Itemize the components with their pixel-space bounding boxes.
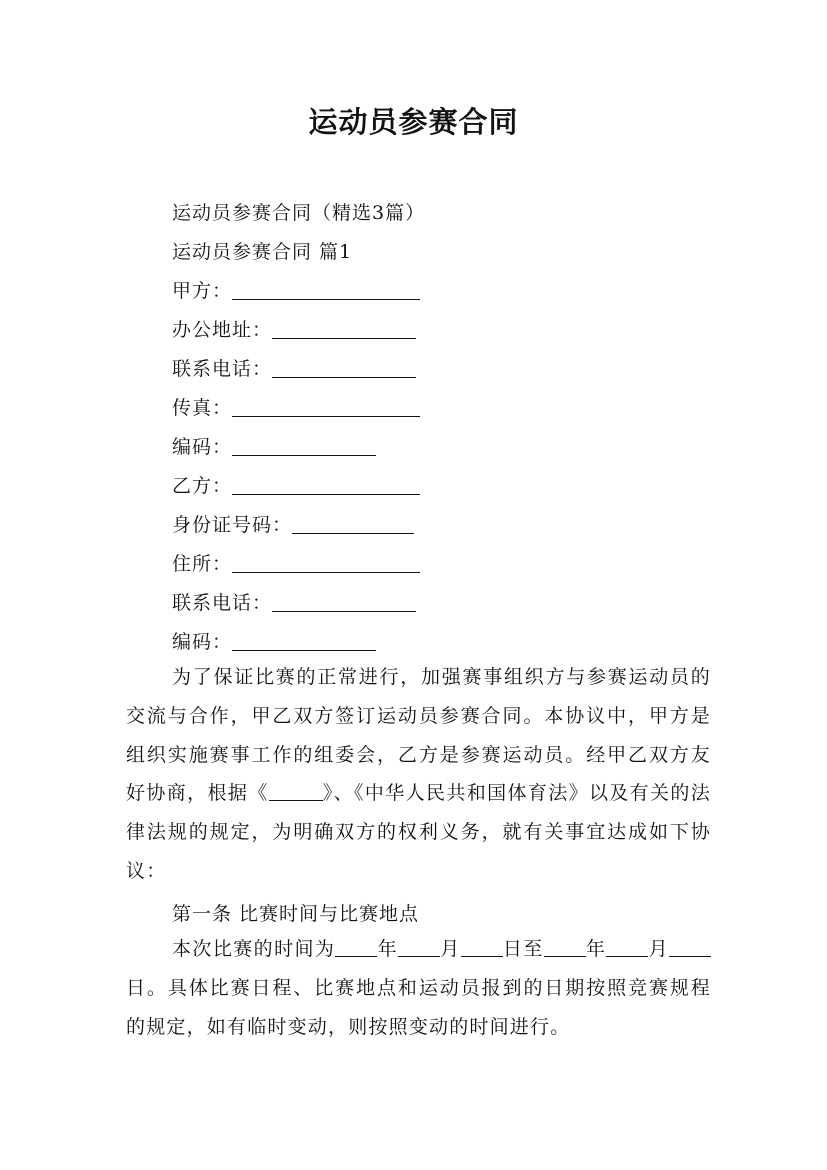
article1-month-label: 月 bbox=[440, 938, 461, 960]
party-b-name-row bbox=[172, 471, 420, 498]
party-a-phone-blank bbox=[272, 358, 416, 378]
article1-text-rest: 日。具体比赛日程、比赛地点和运动员报到的日期按照竞赛规程的规定，如有临时变动，则按照变动的时间进行。 bbox=[126, 976, 711, 1038]
party-a-address-blank bbox=[272, 319, 416, 339]
party-a-name-label: 甲方： bbox=[172, 280, 233, 302]
party-a-fax-blank bbox=[232, 397, 420, 417]
document-subtitle: 运动员参赛合同（精选3篇） bbox=[172, 202, 426, 224]
end-year-blank bbox=[544, 938, 586, 957]
party-a-phone-row bbox=[172, 354, 416, 381]
article1-paragraph bbox=[126, 930, 711, 1046]
party-b-residence-label: 住所： bbox=[172, 553, 233, 575]
party-b-code-label: 编码： bbox=[172, 631, 233, 653]
party-b-name-label: 乙方： bbox=[172, 475, 233, 497]
party-a-phone-label: 联系电话： bbox=[172, 358, 273, 380]
article1-heading: 第一条 比赛时间与比赛地点 bbox=[172, 903, 420, 925]
intro-text-part1: 为了保证比赛的正常进行，加强赛事组织方与参赛运动员的交流与合作，甲乙双方签订运动员参赛合同。本协议中，甲方是组织实施赛事工作的组委会，乙方是参赛运动员。经甲乙双方友好协商，根据《 bbox=[126, 666, 711, 805]
party-a-fax-row bbox=[172, 393, 420, 420]
start-year-blank bbox=[335, 938, 377, 957]
party-a-name-row bbox=[172, 276, 420, 303]
end-month-blank bbox=[606, 938, 648, 957]
party-b-id-label: 身份证号码： bbox=[172, 514, 293, 536]
start-month-blank bbox=[398, 938, 440, 957]
party-b-phone-blank bbox=[272, 592, 416, 612]
article1-text-start: 本次比赛的时间为 bbox=[172, 938, 336, 960]
intro-text-part2: 》、《中华人民共和国体育法》以及有关的法律法规的规定，为明确双方的权利义务，就有关事宜达成如下协议： bbox=[126, 782, 711, 882]
article1-year-label: 年 bbox=[377, 938, 398, 960]
start-day-blank bbox=[461, 938, 503, 957]
party-b-residence-blank bbox=[232, 553, 420, 573]
party-a-name-blank bbox=[232, 280, 420, 300]
party-a-code-blank bbox=[232, 436, 376, 456]
party-a-address-row bbox=[172, 315, 416, 342]
law-name-blank bbox=[269, 782, 323, 801]
party-b-phone-label: 联系电话： bbox=[172, 592, 273, 614]
document-title: 运动员参赛合同 bbox=[308, 105, 519, 139]
party-b-id-row bbox=[172, 510, 414, 537]
intro-paragraph bbox=[126, 658, 711, 891]
article1-day-to-label: 日至 bbox=[502, 938, 544, 960]
party-b-phone-row bbox=[172, 588, 416, 615]
party-a-code-row bbox=[172, 432, 376, 459]
end-day-blank bbox=[669, 938, 711, 957]
party-a-address-label: 办公地址： bbox=[172, 319, 273, 341]
party-a-code-label: 编码： bbox=[172, 436, 233, 458]
party-b-code-blank bbox=[232, 631, 376, 651]
party-a-fax-label: 传真： bbox=[172, 397, 233, 419]
party-b-name-blank bbox=[232, 475, 420, 495]
party-b-residence-row bbox=[172, 549, 420, 576]
article1-end-month-label: 月 bbox=[648, 938, 669, 960]
article1-end-year-label: 年 bbox=[585, 938, 607, 960]
party-b-code-row bbox=[172, 627, 376, 654]
section-heading: 运动员参赛合同 篇1 bbox=[172, 241, 353, 263]
party-b-id-blank bbox=[292, 514, 414, 534]
